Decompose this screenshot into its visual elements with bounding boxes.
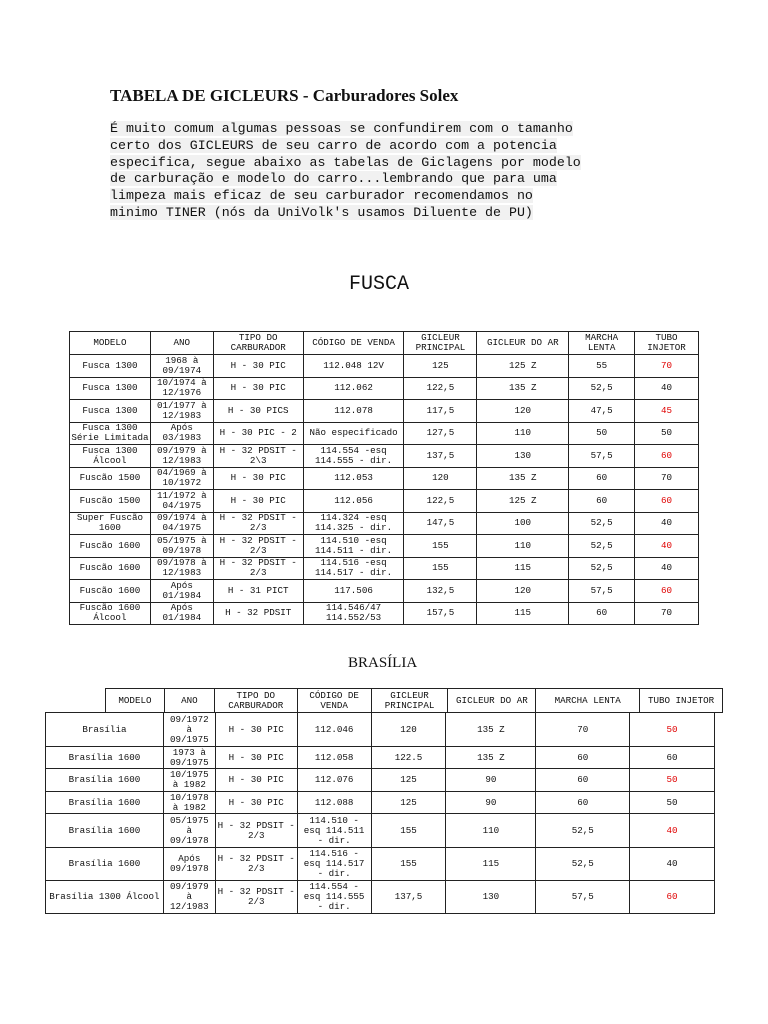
table-cell: 100: [477, 512, 569, 535]
table-cell: 117.506: [303, 580, 404, 603]
table-cell: 40: [630, 814, 715, 848]
table-cell: 47,5: [569, 400, 635, 423]
table-cell: 122,5: [404, 490, 477, 513]
table-cell: 137,5: [404, 445, 477, 468]
page-title: [110, 86, 458, 106]
table-cell: 50: [630, 792, 715, 814]
table-row: [70, 377, 699, 400]
table-cell: 115: [477, 557, 569, 580]
table-cell: 50: [635, 422, 699, 445]
table-cell: 125: [371, 792, 446, 814]
table-cell: Fusca 1300 Álcool: [70, 445, 151, 468]
column-header: TUBO INJETOR: [635, 332, 699, 355]
table-cell: 114.324 -esq 114.325 - dir.: [303, 512, 404, 535]
table-cell: 90: [446, 769, 536, 792]
table-row: [70, 602, 699, 625]
table-row: [46, 792, 715, 814]
table-cell: H - 30 PIC: [215, 792, 297, 814]
table-cell: 40: [635, 557, 699, 580]
table-row: [70, 580, 699, 603]
table-row: [70, 490, 699, 513]
table-cell: 90: [446, 792, 536, 814]
table-cell: 112.053: [303, 467, 404, 490]
intro-line: certo dos GICLEURS de seu carro de acordo com a potencia: [110, 137, 557, 153]
table-cell: 09/1979 à 12/1983: [163, 881, 215, 914]
column-header: CÓDIGO DE VENDA: [303, 332, 404, 355]
table-cell: 60: [569, 467, 635, 490]
table-row: [70, 512, 699, 535]
table-cell: 57,5: [569, 580, 635, 603]
table-cell: 50: [630, 769, 715, 792]
table-row: [70, 557, 699, 580]
fusca-heading: FUSCA: [349, 273, 410, 296]
table-cell: 60: [635, 490, 699, 513]
column-header: GICLEUR PRINCIPAL: [404, 332, 477, 355]
column-header: MARCHA LENTA: [536, 689, 640, 713]
table-cell: 155: [371, 814, 446, 848]
table-cell: Fusca 1300: [70, 377, 151, 400]
table-cell: 52,5: [569, 512, 635, 535]
table-cell: 114.516 -esq 114.517 - dir.: [303, 557, 404, 580]
table-cell: 52,5: [536, 814, 630, 848]
table-cell: Após 03/1983: [150, 422, 213, 445]
table-row: [70, 422, 699, 445]
intro-line: especifica, segue abaixo as tabelas de Giclagens por modelo: [110, 154, 581, 170]
column-header: GICLEUR PRINCIPAL: [371, 689, 448, 713]
table-cell: 01/1977 à 12/1983: [150, 400, 213, 423]
table-cell: 122.5: [371, 747, 446, 769]
table-cell: H - 30 PIC: [213, 490, 303, 513]
table-cell: H - 32 PDSIT - 2/3: [215, 848, 297, 881]
table-row: [46, 848, 715, 881]
table-cell: 52,5: [536, 848, 630, 881]
table-cell: 120: [371, 713, 446, 747]
intro-line: minimo TINER (nós da UniVolk's usamos Diluente de PU): [110, 204, 533, 220]
table-cell: 114.554 - esq 114.555 - dir.: [297, 881, 371, 914]
table-cell: 40: [630, 848, 715, 881]
table-cell: 09/1972 à 09/1975: [163, 713, 215, 747]
table-cell: 112.078: [303, 400, 404, 423]
table-cell: H - 30 PIC - 2: [213, 422, 303, 445]
table-cell: Brasília 1300 Álcool: [46, 881, 164, 914]
table-cell: 110: [446, 814, 536, 848]
table-cell: 155: [404, 535, 477, 558]
table-cell: Fuscão 1600: [70, 580, 151, 603]
table-cell: 50: [569, 422, 635, 445]
table-cell: 125 Z: [477, 355, 569, 378]
table-cell: Fuscão 1500: [70, 490, 151, 513]
table-cell: 09/1974 à 04/1975: [150, 512, 213, 535]
intro-line: de carburação e modelo do carro...lembrando que para uma: [110, 171, 557, 187]
table-row: [46, 881, 715, 914]
table-cell: 155: [371, 848, 446, 881]
table-cell: 60: [630, 881, 715, 914]
table-row: [70, 355, 699, 378]
table-cell: 117,5: [404, 400, 477, 423]
table-cell: 11/1972 à 04/1975: [150, 490, 213, 513]
column-header: MODELO: [70, 332, 151, 355]
table-cell: 05/1975 à 09/1978: [150, 535, 213, 558]
table-cell: 60: [569, 490, 635, 513]
table-cell: 135 Z: [446, 713, 536, 747]
table-cell: H - 32 PDSIT - 2/3: [215, 881, 297, 914]
table-cell: 09/1979 à 12/1983: [150, 445, 213, 468]
column-header: CÓDIGO DE VENDA: [297, 689, 371, 713]
table-cell: 70: [635, 355, 699, 378]
table-cell: 10/1978 à 1982: [163, 792, 215, 814]
brasilia-heading: BRASÍLIA: [348, 655, 418, 671]
table-cell: 05/1975 à 09/1978: [163, 814, 215, 848]
table-cell: 132,5: [404, 580, 477, 603]
table-cell: Super Fuscão 1600: [70, 512, 151, 535]
table-cell: Após 01/1984: [150, 580, 213, 603]
table-row: [70, 467, 699, 490]
table-row: [46, 769, 715, 792]
table-row: [46, 747, 715, 769]
intro-line: É muito comum algumas pessoas se confundirem com o tamanho: [110, 121, 573, 136]
table-cell: 110: [477, 422, 569, 445]
table-cell: 40: [635, 535, 699, 558]
table-cell: 112.076: [297, 769, 371, 792]
title-rest: - Carburadores Solex: [298, 86, 459, 105]
table-cell: 52,5: [569, 535, 635, 558]
table-cell: H - 30 PIC: [213, 467, 303, 490]
table-cell: 52,5: [569, 377, 635, 400]
table-cell: H - 32 PDSIT - 2/3: [213, 535, 303, 558]
column-header: ANO: [150, 332, 213, 355]
table-cell: 45: [635, 400, 699, 423]
table-cell: 04/1969 à 10/1972: [150, 467, 213, 490]
table-cell: 114.510 -esq 114.511 - dir.: [303, 535, 404, 558]
table-cell: 135 Z: [446, 747, 536, 769]
table-cell: 115: [477, 602, 569, 625]
table-cell: 60: [569, 602, 635, 625]
table-cell: H - 30 PIC: [213, 377, 303, 400]
table-cell: Brasília 1600: [46, 848, 164, 881]
column-header: TUBO INJETOR: [640, 689, 723, 713]
table-cell: 1968 à 09/1974: [150, 355, 213, 378]
table-cell: Após 01/1984: [150, 602, 213, 625]
table-cell: 70: [635, 602, 699, 625]
table-cell: H - 32 PDSIT - 2\3: [213, 445, 303, 468]
brasilia-header-row: [106, 689, 723, 713]
intro-paragraph: [110, 121, 670, 222]
title-bold: TABELA DE GICLEURS: [110, 86, 299, 105]
table-cell: 115: [446, 848, 536, 881]
intro-line: limpeza mais eficaz de seu carburador recomendamos no: [110, 188, 533, 204]
table-cell: 125 Z: [477, 490, 569, 513]
brasilia-table: [45, 712, 715, 914]
table-cell: 155: [404, 557, 477, 580]
table-cell: 112.088: [297, 792, 371, 814]
table-cell: 57,5: [569, 445, 635, 468]
table-cell: 57,5: [536, 881, 630, 914]
table-cell: 120: [477, 400, 569, 423]
table-cell: 135 Z: [477, 467, 569, 490]
table-cell: 127,5: [404, 422, 477, 445]
table-cell: 110: [477, 535, 569, 558]
table-cell: H - 30 PICS: [213, 400, 303, 423]
table-cell: Fuscão 1600: [70, 535, 151, 558]
table-cell: Fusca 1300: [70, 355, 151, 378]
table-cell: 1973 à 09/1975: [163, 747, 215, 769]
table-cell: H - 30 PIC: [215, 747, 297, 769]
table-cell: 114.546/47 114.552/53: [303, 602, 404, 625]
table-cell: Não especificado: [303, 422, 404, 445]
table-cell: H - 32 PDSIT - 2/3: [215, 814, 297, 848]
table-cell: 60: [536, 792, 630, 814]
table-cell: Brasília 1600: [46, 792, 164, 814]
column-header: GICLEUR DO AR: [448, 689, 536, 713]
table-cell: H - 32 PDSIT - 2/3: [213, 512, 303, 535]
table-cell: H - 32 PDSIT: [213, 602, 303, 625]
table-cell: 122,5: [404, 377, 477, 400]
table-cell: 40: [635, 377, 699, 400]
brasilia-header-table: [105, 688, 723, 713]
table-cell: 40: [635, 512, 699, 535]
table-cell: 112.058: [297, 747, 371, 769]
table-cell: H - 32 PDSIT - 2/3: [213, 557, 303, 580]
table-cell: H - 30 PIC: [215, 769, 297, 792]
table-cell: 10/1975 à 1982: [163, 769, 215, 792]
column-header: TIPO DO CARBURADOR: [214, 689, 297, 713]
table-cell: 114.510 - esq 114.511 - dir.: [297, 814, 371, 848]
table-cell: 147,5: [404, 512, 477, 535]
table-cell: 52,5: [569, 557, 635, 580]
fusca-header-row: [70, 332, 699, 355]
column-header: ANO: [164, 689, 214, 713]
table-cell: Brasília 1600: [46, 747, 164, 769]
table-cell: 125: [371, 769, 446, 792]
table-cell: 60: [635, 445, 699, 468]
table-cell: 70: [635, 467, 699, 490]
table-cell: 55: [569, 355, 635, 378]
table-cell: 130: [477, 445, 569, 468]
table-cell: Brasília 1600: [46, 814, 164, 848]
table-row: [46, 713, 715, 747]
table-cell: Fusca 1300: [70, 400, 151, 423]
table-cell: Fuscão 1600 Álcool: [70, 602, 151, 625]
table-cell: 120: [477, 580, 569, 603]
table-cell: H - 31 PICT: [213, 580, 303, 603]
table-cell: 60: [536, 769, 630, 792]
table-cell: 112.056: [303, 490, 404, 513]
table-cell: H - 30 PIC: [215, 713, 297, 747]
table-cell: 112.062: [303, 377, 404, 400]
table-cell: 114.516 - esq 114.517 - dir.: [297, 848, 371, 881]
table-cell: 125: [404, 355, 477, 378]
table-cell: 70: [536, 713, 630, 747]
table-cell: 137,5: [371, 881, 446, 914]
table-cell: 50: [630, 713, 715, 747]
column-header: MARCHA LENTA: [569, 332, 635, 355]
table-cell: 60: [536, 747, 630, 769]
table-row: [70, 535, 699, 558]
table-cell: Após 09/1978: [163, 848, 215, 881]
table-cell: 10/1974 à 12/1976: [150, 377, 213, 400]
table-cell: Fusca 1300 Série Limitada: [71, 422, 149, 444]
table-cell: 130: [446, 881, 536, 914]
fusca-table: [69, 331, 699, 625]
column-header: TIPO DO CARBURADOR: [213, 332, 303, 355]
table-cell: Fuscão 1600: [70, 557, 151, 580]
table-cell: 60: [635, 580, 699, 603]
table-cell: 135 Z: [477, 377, 569, 400]
table-cell: 60: [630, 747, 715, 769]
table-cell: 09/1978 à 12/1983: [150, 557, 213, 580]
table-cell: Fuscão 1500: [70, 467, 151, 490]
table-cell: 157,5: [404, 602, 477, 625]
table-cell: 114.554 -esq 114.555 - dir.: [303, 445, 404, 468]
table-row: [70, 400, 699, 423]
table-row: [46, 814, 715, 848]
table-row: [70, 445, 699, 468]
table-cell: Brasília: [46, 713, 164, 747]
column-header: GICLEUR DO AR: [477, 332, 569, 355]
table-cell: H - 30 PIC: [213, 355, 303, 378]
column-header: MODELO: [106, 689, 165, 713]
table-cell: 112.046: [297, 713, 371, 747]
table-cell: 120: [404, 467, 477, 490]
table-cell: 112.048 12V: [303, 355, 404, 378]
table-cell: Brasília 1600: [46, 769, 164, 792]
